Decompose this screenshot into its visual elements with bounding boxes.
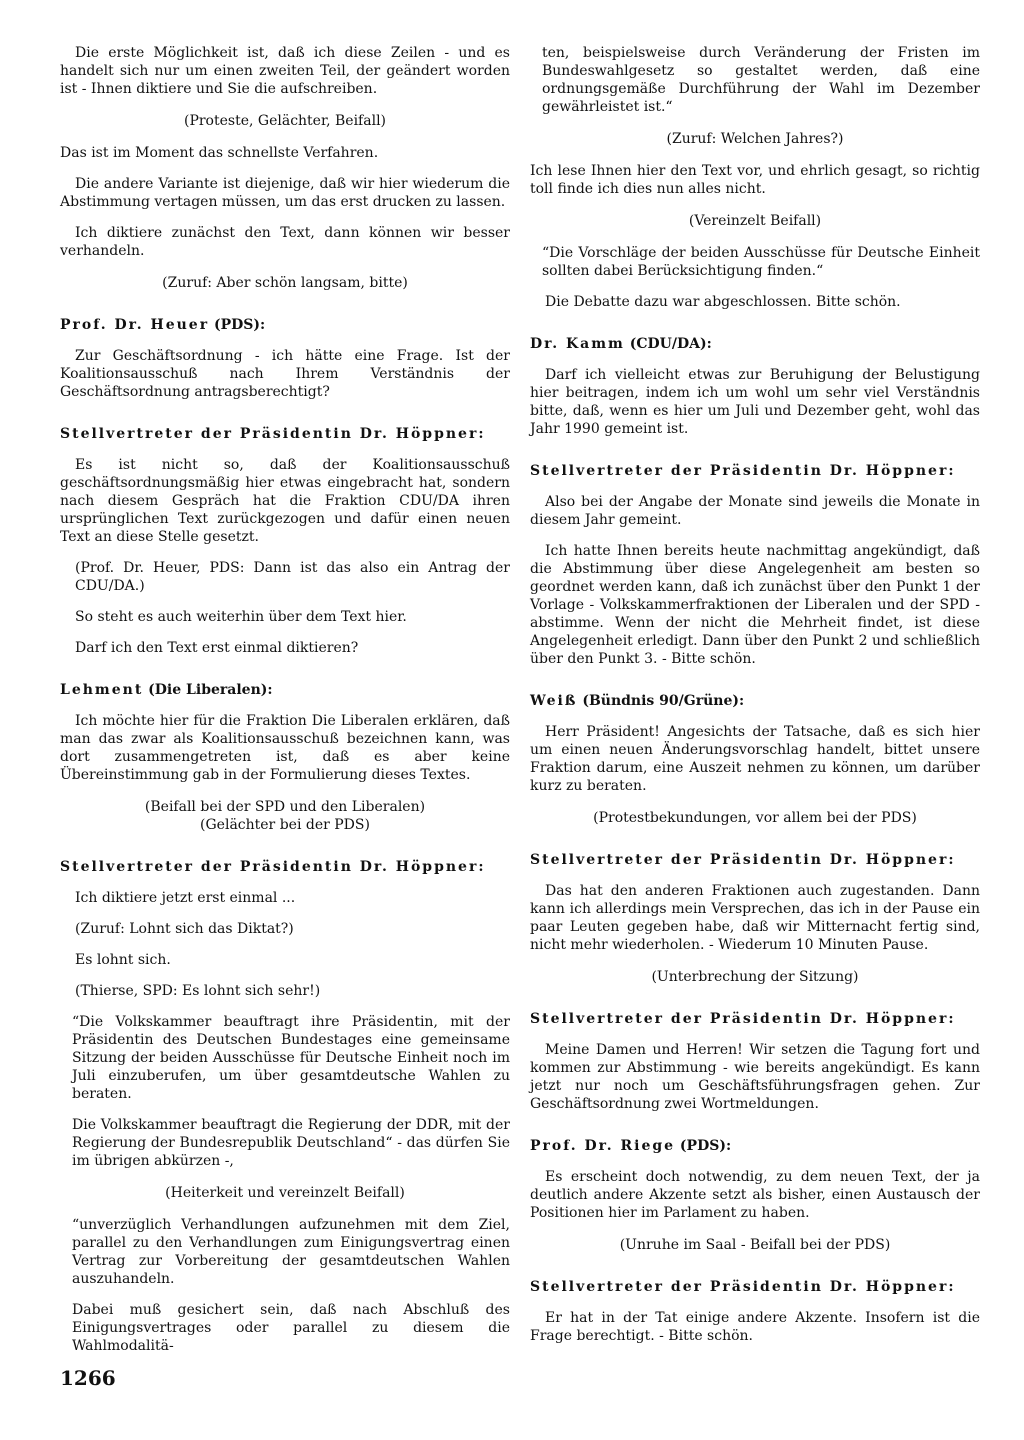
paragraph: Es erscheint doch notwendig, zu dem neuen Text, der ja deutlich andere Akzente setzt als bisher, einen Austausch der Positionen hier im Parlament zu haben.: [530, 1169, 980, 1221]
paragraph: Ich hatte Ihnen bereits heute nachmittag angekündigt, daß die Abstimmung über diese Angelegenheit am besten so geordnet werden kann, daß ich zunächst über den Punkt 1 der Vorlage - Volkskammerfraktionen der Liberalen und der SPD - abstimme. Wenn der nicht die Mehrheit findet, ist diese Angelegenheit erledigt. Dann über den Punkt 2 und schließlich über den Punkt 3. - Bitte schön.: [530, 543, 980, 667]
paragraph: Die Debatte dazu war abgeschlossen. Bitte schön.: [545, 294, 901, 310]
paragraph: Darf ich vielleicht etwas zur Beruhigung der Belustigung hier beitragen, indem ich um wohl um sehr viel Verständnis bitte, daß, wenn es hier um Juli und Dezember geht, wohl das Jahr 1990 gemeint ist.: [530, 367, 980, 437]
speaker-name: Stellvertreter der Präsidentin Dr. Höppner:: [530, 463, 956, 479]
speaker-heading: [530, 1278, 980, 1296]
reaction: (Protestbekundungen, vor allem bei der PDS): [593, 810, 917, 826]
interjection: (Thierse, SPD: Es lohnt sich sehr!): [75, 983, 321, 999]
speaker-name: Stellvertreter der Präsidentin Dr. Höppner:: [530, 852, 956, 868]
speaker-name: Stellvertreter der Präsidentin Dr. Höppner:: [60, 426, 486, 442]
interjection: (Prof. Dr. Heuer, PDS: Dann ist das also ein Antrag der CDU/DA.): [75, 560, 510, 594]
reaction: (Zuruf: Aber schön langsam, bitte): [162, 275, 408, 291]
paragraph: Meine Damen und Herren! Wir setzen die Tagung fort und kommen zur Abstimmung - wie bereits angekündigt. Es kann jetzt nur noch um Geschäftsführungsfragen gehen. Zur Geschäftsordnung zwei Wortmeldungen.: [530, 1042, 980, 1112]
speaker-heading: [530, 851, 980, 869]
reaction: (Heiterkeit und vereinzelt Beifall): [165, 1185, 405, 1201]
paragraph: Es ist nicht so, daß der Koalitionsausschuß geschäftsordnungsmäßig hier etwas eingebracht hat, sondern nach diesem Gespräch hat die Fraktion CDU/DA ihren ursprünglichen Text zurückgezogen und dafür einen neuen Text an diese Stelle gesetzt.: [60, 457, 510, 545]
reaction: (Unruhe im Saal - Beifall bei der PDS): [619, 1237, 891, 1253]
left-column: [60, 44, 510, 1368]
speaker-heading: [530, 1010, 980, 1028]
speaker-heading: [60, 858, 510, 876]
paragraph: Die erste Möglichkeit ist, daß ich diese Zeilen - und es handelt sich nur um einen zweiten Teil, der geändert worden ist - Ihnen diktiere und Sie die aufschreiben.: [60, 45, 510, 97]
speaker-name: Stellvertreter der Präsidentin Dr. Höppner:: [530, 1011, 956, 1027]
right-column: [530, 44, 980, 1358]
speaker-name: Prof. Dr. Riege: [530, 1138, 676, 1154]
paragraph: Die andere Variante ist diejenige, daß wir hier wiederum die Abstimmung vertagen müssen, um das erst drucken zu lassen.: [60, 176, 510, 210]
paragraph: Darf ich den Text erst einmal diktieren?: [75, 640, 359, 656]
paragraph: Ich möchte hier für die Fraktion Die Liberalen erklären, daß man das zwar als Koalitionsausschuß bezeichnen kann, was dort zusammengetreten ist, daß es aber keine Übereinstimmung gab in der Formulierung dieses Textes.: [60, 713, 510, 783]
quoted-text: Dabei muß gesichert sein, daß nach Abschluß des Einigungsvertrages oder parallel zu diesem die Wahlmodalitä-: [72, 1302, 510, 1354]
speaker-party: (Die Liberalen):: [143, 682, 273, 698]
paragraph: Ich diktiere jetzt erst einmal ...: [75, 890, 296, 906]
speaker-party: (PDS):: [209, 317, 266, 333]
speaker-heading: [60, 681, 510, 699]
speaker-name: Dr. Kamm: [530, 336, 625, 352]
quoted-text: “Die Vorschläge der beiden Ausschüsse für Deutsche Einheit sollten dabei Berücksichtigung finden.“: [542, 245, 980, 279]
quoted-text: Die Volkskammer beauftragt die Regierung der DDR, mit der Regierung der Bundesrepublik Deutschland“ - das dürfen Sie im übrigen abkürzen -,: [72, 1117, 510, 1169]
paragraph: So steht es auch weiterhin über dem Text hier.: [75, 609, 407, 625]
paragraph: Das hat den anderen Fraktionen auch zugestanden. Dann kann ich allerdings mein Versprechen, das ich in der Pause ein paar Leuten gegeben habe, daß wir Mitternacht fertig sind, nicht mehr wiederholen. - Wiederum 10 Minuten Pause.: [530, 883, 980, 953]
quoted-text: “Die Volkskammer beauftragt ihre Präsidentin, mit der Präsidentin des Deutschen Bundestages eine gemeinsame Sitzung der beiden Ausschüsse für Deutsche Einheit noch im Juli einzuberufen, um über gesamtdeutsche Wahlen zu beraten.: [72, 1014, 510, 1102]
paragraph: Es lohnt sich.: [75, 952, 171, 968]
speaker-heading: [530, 335, 980, 353]
paragraph: Zur Geschäftsordnung - ich hätte eine Frage. Ist der Koalitionsausschuß nach Ihrem Verständnis der Geschäftsordnung antragsberechtigt?: [60, 348, 510, 400]
interjection: (Zuruf: Lohnt sich das Diktat?): [75, 921, 294, 937]
speaker-heading: [530, 692, 980, 710]
paragraph: Also bei der Angabe der Monate sind jeweils die Monate in diesem Jahr gemeint.: [530, 494, 980, 528]
reaction: (Proteste, Gelächter, Beifall): [183, 113, 387, 129]
speaker-heading: [60, 316, 510, 334]
speaker-name: Stellvertreter der Präsidentin Dr. Höppner:: [60, 859, 486, 875]
speaker-name: Weiß: [530, 693, 578, 709]
reaction: (Gelächter bei der PDS): [200, 817, 370, 833]
quoted-text: ten, beispielsweise durch Veränderung der Fristen im Bundeswahlgesetz so gestaltet werden, daß eine ordnungsgemäße Durchführung der Wahl im Dezember gewährleistet ist.“: [542, 45, 980, 115]
paragraph: Das ist im Moment das schnellste Verfahren.: [60, 145, 379, 161]
speaker-party: (Bündnis 90/Grüne):: [577, 693, 745, 709]
paragraph: Ich diktiere zunächst den Text, dann können wir besser verhandeln.: [60, 225, 510, 259]
speaker-party: (PDS):: [675, 1138, 732, 1154]
reaction: (Vereinzelt Beifall): [688, 213, 822, 229]
paragraph: Ich lese Ihnen hier den Text vor, und ehrlich gesagt, so richtig toll finde ich dies nun alles nicht.: [530, 163, 980, 197]
reaction: (Beifall bei der SPD und den Liberalen): [144, 799, 426, 815]
reaction: (Zuruf: Welchen Jahres?): [666, 131, 844, 147]
quoted-text: “unverzüglich Verhandlungen aufzunehmen mit dem Ziel, parallel zu den Verhandlungen zum Einigungsvertrag einen Vertrag zur Vorbereitung der gesamtdeutschen Wahlen auszuhandeln.: [72, 1217, 510, 1287]
speaker-name: Prof. Dr. Heuer: [60, 317, 210, 333]
speaker-name: Lehment: [60, 682, 144, 698]
speaker-name: Stellvertreter der Präsidentin Dr. Höppner:: [530, 1279, 956, 1295]
speaker-heading: [60, 425, 510, 443]
paragraph: Herr Präsident! Angesichts der Tatsache, daß es sich hier um einen neuen Änderungsvorschlag handelt, bittet unsere Fraktion darum, eine Auszeit nehmen zu können, um darüber kurz zu beraten.: [530, 724, 980, 794]
speaker-party: (CDU/DA):: [624, 336, 712, 352]
speaker-heading: [530, 462, 980, 480]
reaction: (Unterbrechung der Sitzung): [651, 969, 859, 985]
page-number: 1266: [60, 1366, 116, 1390]
speaker-heading: [530, 1137, 980, 1155]
paragraph: Er hat in der Tat einige andere Akzente. Insofern ist die Frage berechtigt. - Bitte schön.: [530, 1310, 980, 1344]
